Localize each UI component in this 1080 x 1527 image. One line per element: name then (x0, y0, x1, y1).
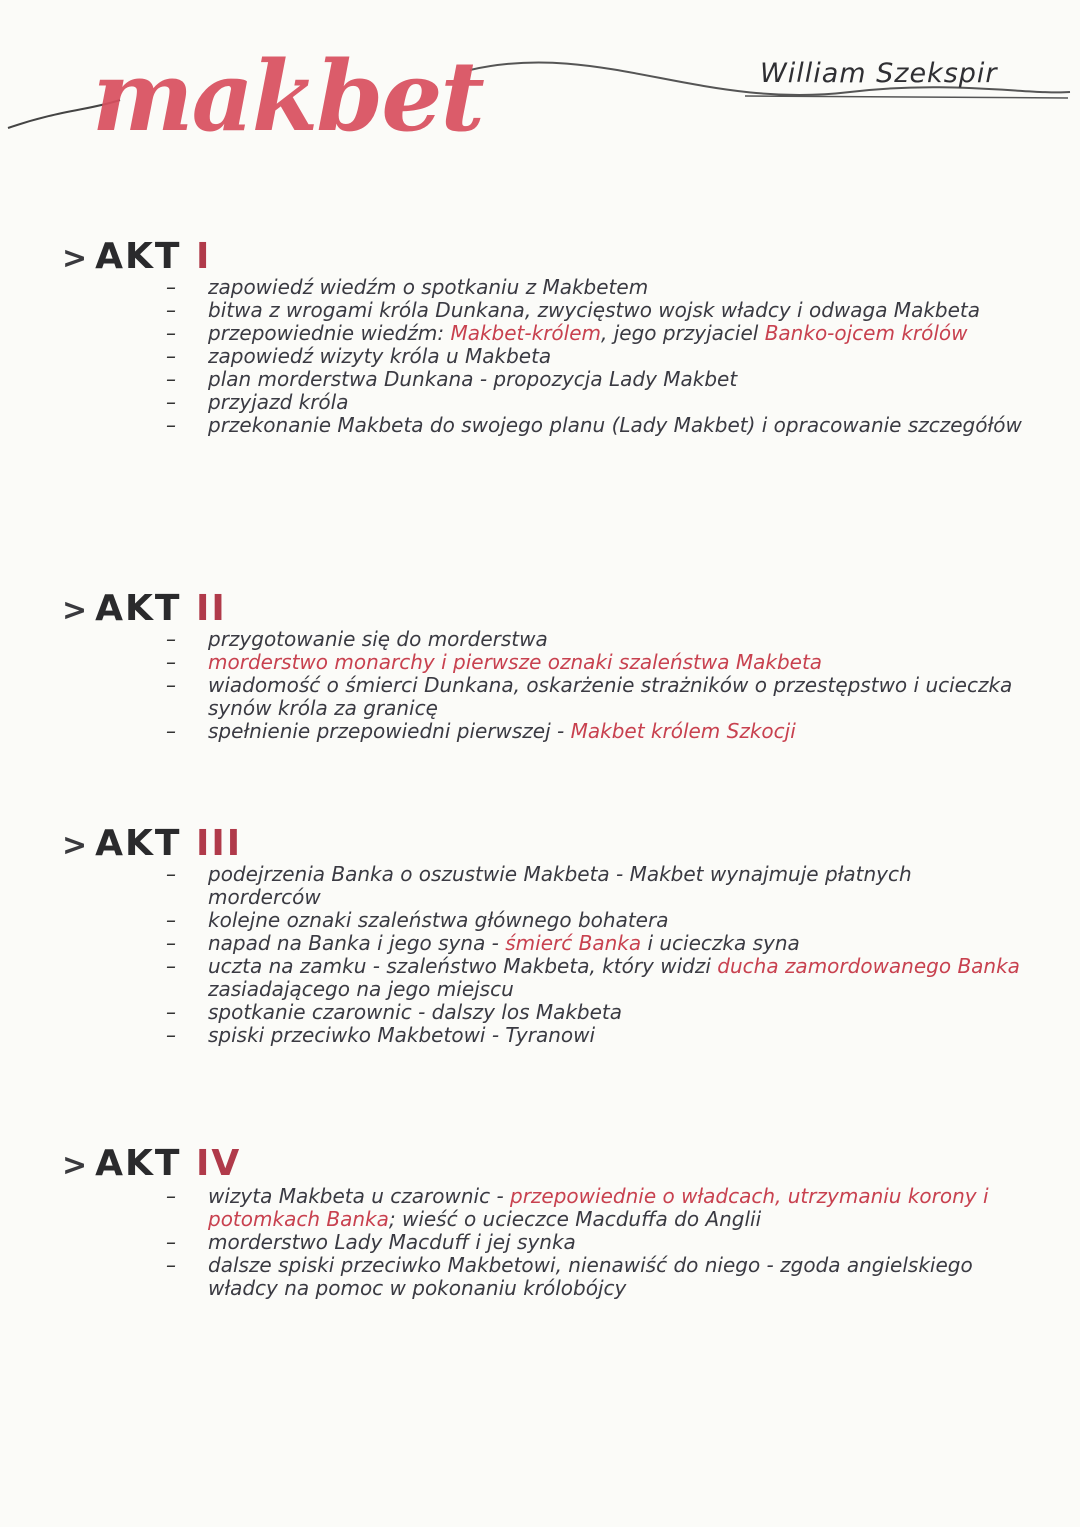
list-item: – napad na Banka i jego syna - śmierć Banka i ucieczka syna (166, 931, 800, 955)
list-item: – podejrzenia Banka o oszustwie Makbeta - Makbet wynajmuje płatnych morderców (166, 862, 912, 909)
act-label: AKT (95, 236, 182, 277)
list-item: – zapowiedź wizyty króla u Makbeta (166, 344, 552, 368)
author-name: William Szekspir (760, 58, 998, 89)
act-3-heading (62, 825, 242, 863)
act-2-heading (62, 590, 227, 628)
act-1 (62, 236, 1022, 437)
act-3-list (62, 863, 1028, 1047)
list-item: – morderstwo monarchy i pierwsze oznaki szaleństwa Makbeta (166, 650, 823, 674)
chevron-icon: > (62, 593, 90, 628)
list-item: – uczta na zamku - szaleństwo Makbeta, który widzi ducha zamordowanego Banka zasiadającego na jego miejscu (166, 954, 1020, 1001)
act-numeral: III (196, 823, 243, 864)
list-item: – plan morderstwa Dunkana - propozycja Lady Makbet (166, 367, 738, 391)
list-item: – spełnienie przepowiedni pierwszej - Makbet królem Szkocji (166, 719, 796, 743)
list-item: – wizyta Makbeta u czarownic - przepowiednie o władcach, utrzymaniu korony i potomkach Banka; wieść o ucieczce Macduffa do Anglii (166, 1184, 989, 1231)
list-item: – bitwa z wrogami króla Dunkana, zwycięstwo wojsk władcy i odwaga Makbeta (166, 298, 981, 322)
act-numeral: II (196, 588, 227, 629)
act-label: AKT (95, 588, 182, 629)
list-item: – wiadomość o śmierci Dunkana, oskarżenie strażników o przestępstwo i ucieczka synów króla za granicę (166, 673, 1013, 720)
act-4-heading (62, 1145, 241, 1183)
chevron-icon: > (62, 1148, 90, 1183)
act-2-list (62, 628, 1028, 743)
act-1-list (62, 276, 1028, 437)
list-item: – zapowiedź wiedźm o spotkaniu z Makbetem (166, 275, 649, 299)
act-2 (62, 588, 1013, 743)
list-item: – spotkanie czarownic - dalszy los Makbeta (166, 1000, 623, 1024)
list-item: – przekonanie Makbeta do swojego planu (Lady Makbet) i opracowanie szczegółów (166, 413, 1022, 437)
act-label: AKT (95, 823, 182, 864)
list-item: – przepowiednie wiedźm: Makbet-królem, jego przyjaciel Banko-ojcem królów (166, 321, 968, 345)
list-item: – morderstwo Lady Macduff i jej synka (166, 1230, 576, 1254)
list-item: – przygotowanie się do morderstwa (166, 627, 548, 651)
act-numeral: IV (196, 1143, 242, 1184)
act-1-heading (62, 238, 211, 276)
act-4 (62, 1143, 989, 1300)
list-item: – przyjazd króla (166, 390, 349, 414)
chevron-icon: > (62, 241, 90, 276)
list-item: – dalsze spiski przeciwko Makbetowi, nienawiść do niego - zgoda angielskiego władcy na pomoc w pokonaniu królobójcy (166, 1253, 973, 1300)
act-label: AKT (95, 1143, 182, 1184)
page-title: makbet (92, 40, 483, 153)
act-numeral: I (196, 236, 212, 277)
act-3 (62, 823, 1020, 1047)
chevron-icon: > (62, 828, 90, 863)
list-item: – spiski przeciwko Makbetowi - Tyranowi (166, 1023, 596, 1047)
act-4-list (62, 1185, 1028, 1300)
author-underline (745, 96, 1068, 98)
list-item: – kolejne oznaki szaleństwa głównego bohatera (166, 908, 669, 932)
